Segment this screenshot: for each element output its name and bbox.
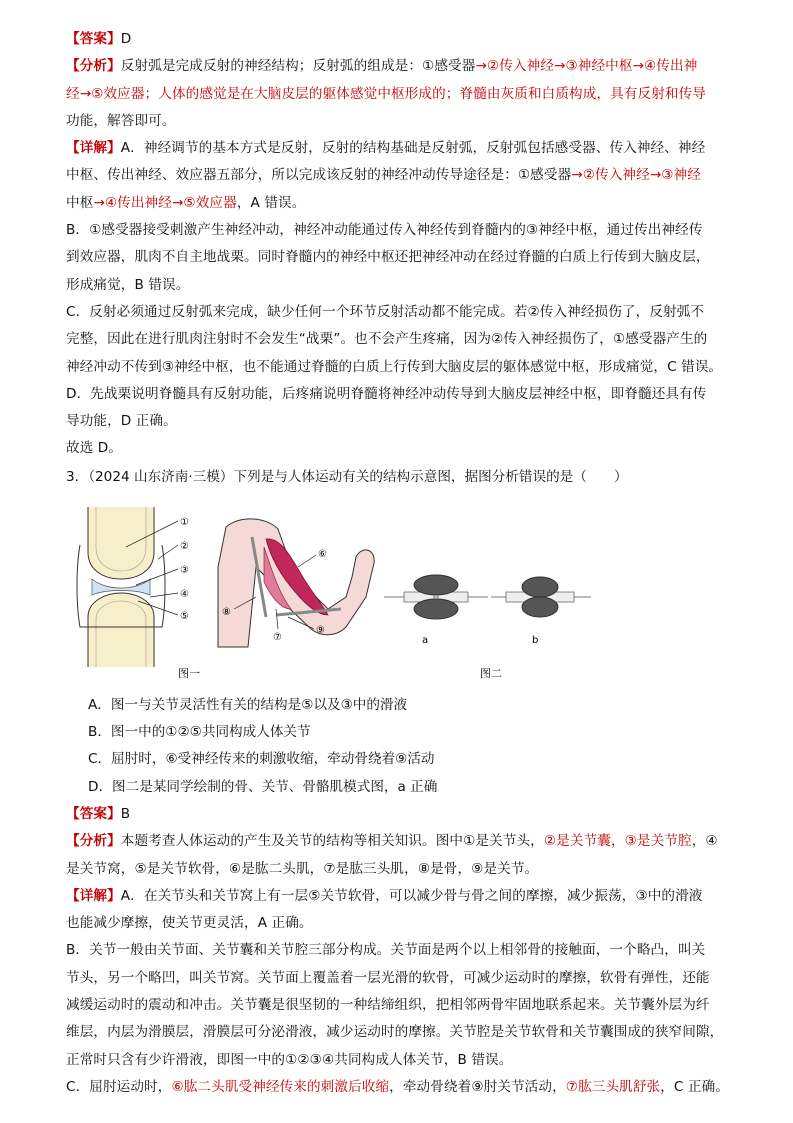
answer-value: D — [120, 31, 132, 47]
detail2-b-line-3: 减缓运动时的震动和冲击。关节囊是很坚韧的一种结缔组织，把相邻两骨牢固地联系起来。关节囊外层为纤 — [66, 997, 710, 1014]
answer-tag: 【答案】 — [66, 31, 121, 47]
option-d: D．图二是某同学绘制的骨、关节、骨骼肌模式图，a 正确 — [88, 778, 438, 795]
detail-line-2: 中枢、传出神经、效应器五部分，所以完成该反射的神经冲动传导途径是：①感受器→②传入神经→③神经 — [66, 167, 701, 184]
option-c: C．屈肘时，⑥受神经传来的刺激收缩，牵动骨绕着⑨活动 — [88, 751, 435, 768]
detail-d-line-2: 导功能，D 正确。 — [66, 413, 177, 430]
detail-d-line-1: D．先战栗说明脊髓具有反射功能，后疼痛说明脊髓将神经冲动传导到大脑皮层神经中枢，即脊髓还具有传 — [66, 385, 707, 402]
document-page — [66, 26, 731, 1101]
option-b: B．图一中的①②⑤共同构成人体关节 — [88, 724, 311, 741]
answer-line-1 — [66, 26, 731, 53]
option-a: A．图一与关节灵活性有关的结构是⑤以及③中的滑液 — [88, 696, 408, 713]
figure-2-caption: 图二 — [480, 666, 502, 680]
label-8: ⑧ — [222, 606, 231, 618]
detail-line-1: 【详解】A．神经调节的基本方式是反射，反射的结构基础是反射弧，反射弧包括感受器、传入神经、神经 — [66, 140, 706, 157]
analysis2-line-2: 是关节窝，⑤是关节软骨，⑥是肱二头肌，⑦是肱三头肌，⑧是骨，⑨是关节。 — [66, 860, 539, 877]
detail-tag: 【详解】 — [66, 140, 121, 157]
answer-line-2: 【答案】B — [66, 805, 131, 822]
question-3-stem: 3．（2024 山东济南·三模）下列是与人体运动有关的结构示意图，据图分析错误的是（ ） — [66, 468, 628, 485]
detail-line-3: 中枢→④传出神经→⑤效应器，A 错误。 — [66, 194, 306, 211]
detail2-b-line-2: 节头，另一个略凹，叫关节窝。关节面上覆盖着一层光滑的软骨，可减少运动时的摩擦，软骨有弹性，还能 — [66, 969, 710, 986]
detail-c-line-3: 神经冲动不传到③神经中枢，也不能通过脊髓的白质上行传到大脑皮层的躯体感觉中枢，形成痛觉，C 错误。 — [66, 358, 723, 375]
question-3-figure — [66, 497, 731, 692]
analysis-line-2: 经→⑤效应器；人体的感觉是在大脑皮层的躯体感觉中枢形成的；脊髓由灰质和白质构成，具有反射和传导 — [66, 85, 706, 102]
label-1: ① — [180, 516, 189, 528]
detail-b-line-3: 形成痛觉，B 错误。 — [66, 276, 190, 293]
detail-c-line-2: 完整，因此在进行肌肉注射时不会发生“战栗”。也不会产生疼痛，因为②传入神经损伤了，①感受器产生的 — [66, 331, 708, 348]
detail2-b-line-5: 正常时只含有少许滑液，即图一中的①②③④共同构成人体关节，B 错误。 — [66, 1051, 513, 1068]
detail2-c-line-1: C．屈肘运动时，⑥肱二头肌受神经传来的刺激后收缩，牵动骨绕着⑨肘关节活动，⑦肱三头肌舒张，C 正确。 — [66, 1078, 730, 1095]
model-b-label: b — [532, 634, 539, 646]
label-5: ⑤ — [180, 610, 189, 622]
analysis-line-3: 功能，解答即可。 — [66, 112, 176, 129]
model-a-label: a — [422, 634, 429, 646]
analysis-tag: 【分析】 — [66, 58, 121, 75]
choose-line: 故选 D。 — [66, 440, 123, 457]
label-7: ⑦ — [273, 631, 282, 643]
label-6: ⑥ — [318, 548, 327, 560]
label-4: ④ — [180, 588, 189, 600]
knee-joint-diagram — [77, 507, 178, 667]
detail-b-line-1: B．①感受器接受刺激产生神经冲动，神经冲动能通过传入神经传到脊髓内的③神经中枢，通过传出神经传 — [66, 222, 703, 239]
detail2-b-line-1: B．关节一般由关节面、关节囊和关节腔三部分构成。关节面是两个以上相邻骨的接触面，一个略凸，叫关 — [66, 942, 706, 959]
model-b-diagram — [491, 577, 591, 617]
detail2-b-line-4: 维层，内层为滑膜层，滑膜层可分泌滑液，减少运动时的摩擦。关节腔是关节软骨和关节囊围成的狭窄间隙， — [66, 1024, 724, 1041]
analysis-line-1: 【分析】反射弧是完成反射的神经结构；反射弧的组成是：①感受器→②传入神经→③神经中枢→④传出神 — [66, 58, 698, 75]
arm-muscle-diagram — [218, 519, 374, 647]
figure-1-caption: 图一 — [178, 666, 200, 680]
analysis2-line-1: 【分析】本题考查人体运动的产生及关节的结构等相关知识。图中①是关节头，②是关节囊，③是关节腔，④ — [66, 833, 718, 850]
model-a-diagram — [384, 575, 488, 619]
label-2: ② — [180, 540, 189, 552]
detail2-a-line-1: 【详解】A．在关节头和关节窝上有一层⑤关节软骨，可以减少骨与骨之间的摩擦，减少振荡，③中的滑液 — [66, 887, 703, 904]
detail-c-line-1: C．反射必须通过反射弧来完成，缺少任何一个环节反射活动都不能完成。若②传入神经损伤了，反射弧不 — [66, 303, 705, 320]
figure-svg — [66, 497, 626, 692]
detail2-a-line-2: 也能减少摩擦，使关节更灵活，A 正确。 — [66, 915, 313, 932]
label-9: ⑨ — [316, 624, 325, 636]
label-3: ③ — [180, 564, 189, 576]
detail-b-line-2: 到效应器，肌肉不自主地战栗。同时脊髓内的神经中枢还把神经冲动在经过脊髓的白质上行传到大脑皮层， — [66, 249, 710, 266]
